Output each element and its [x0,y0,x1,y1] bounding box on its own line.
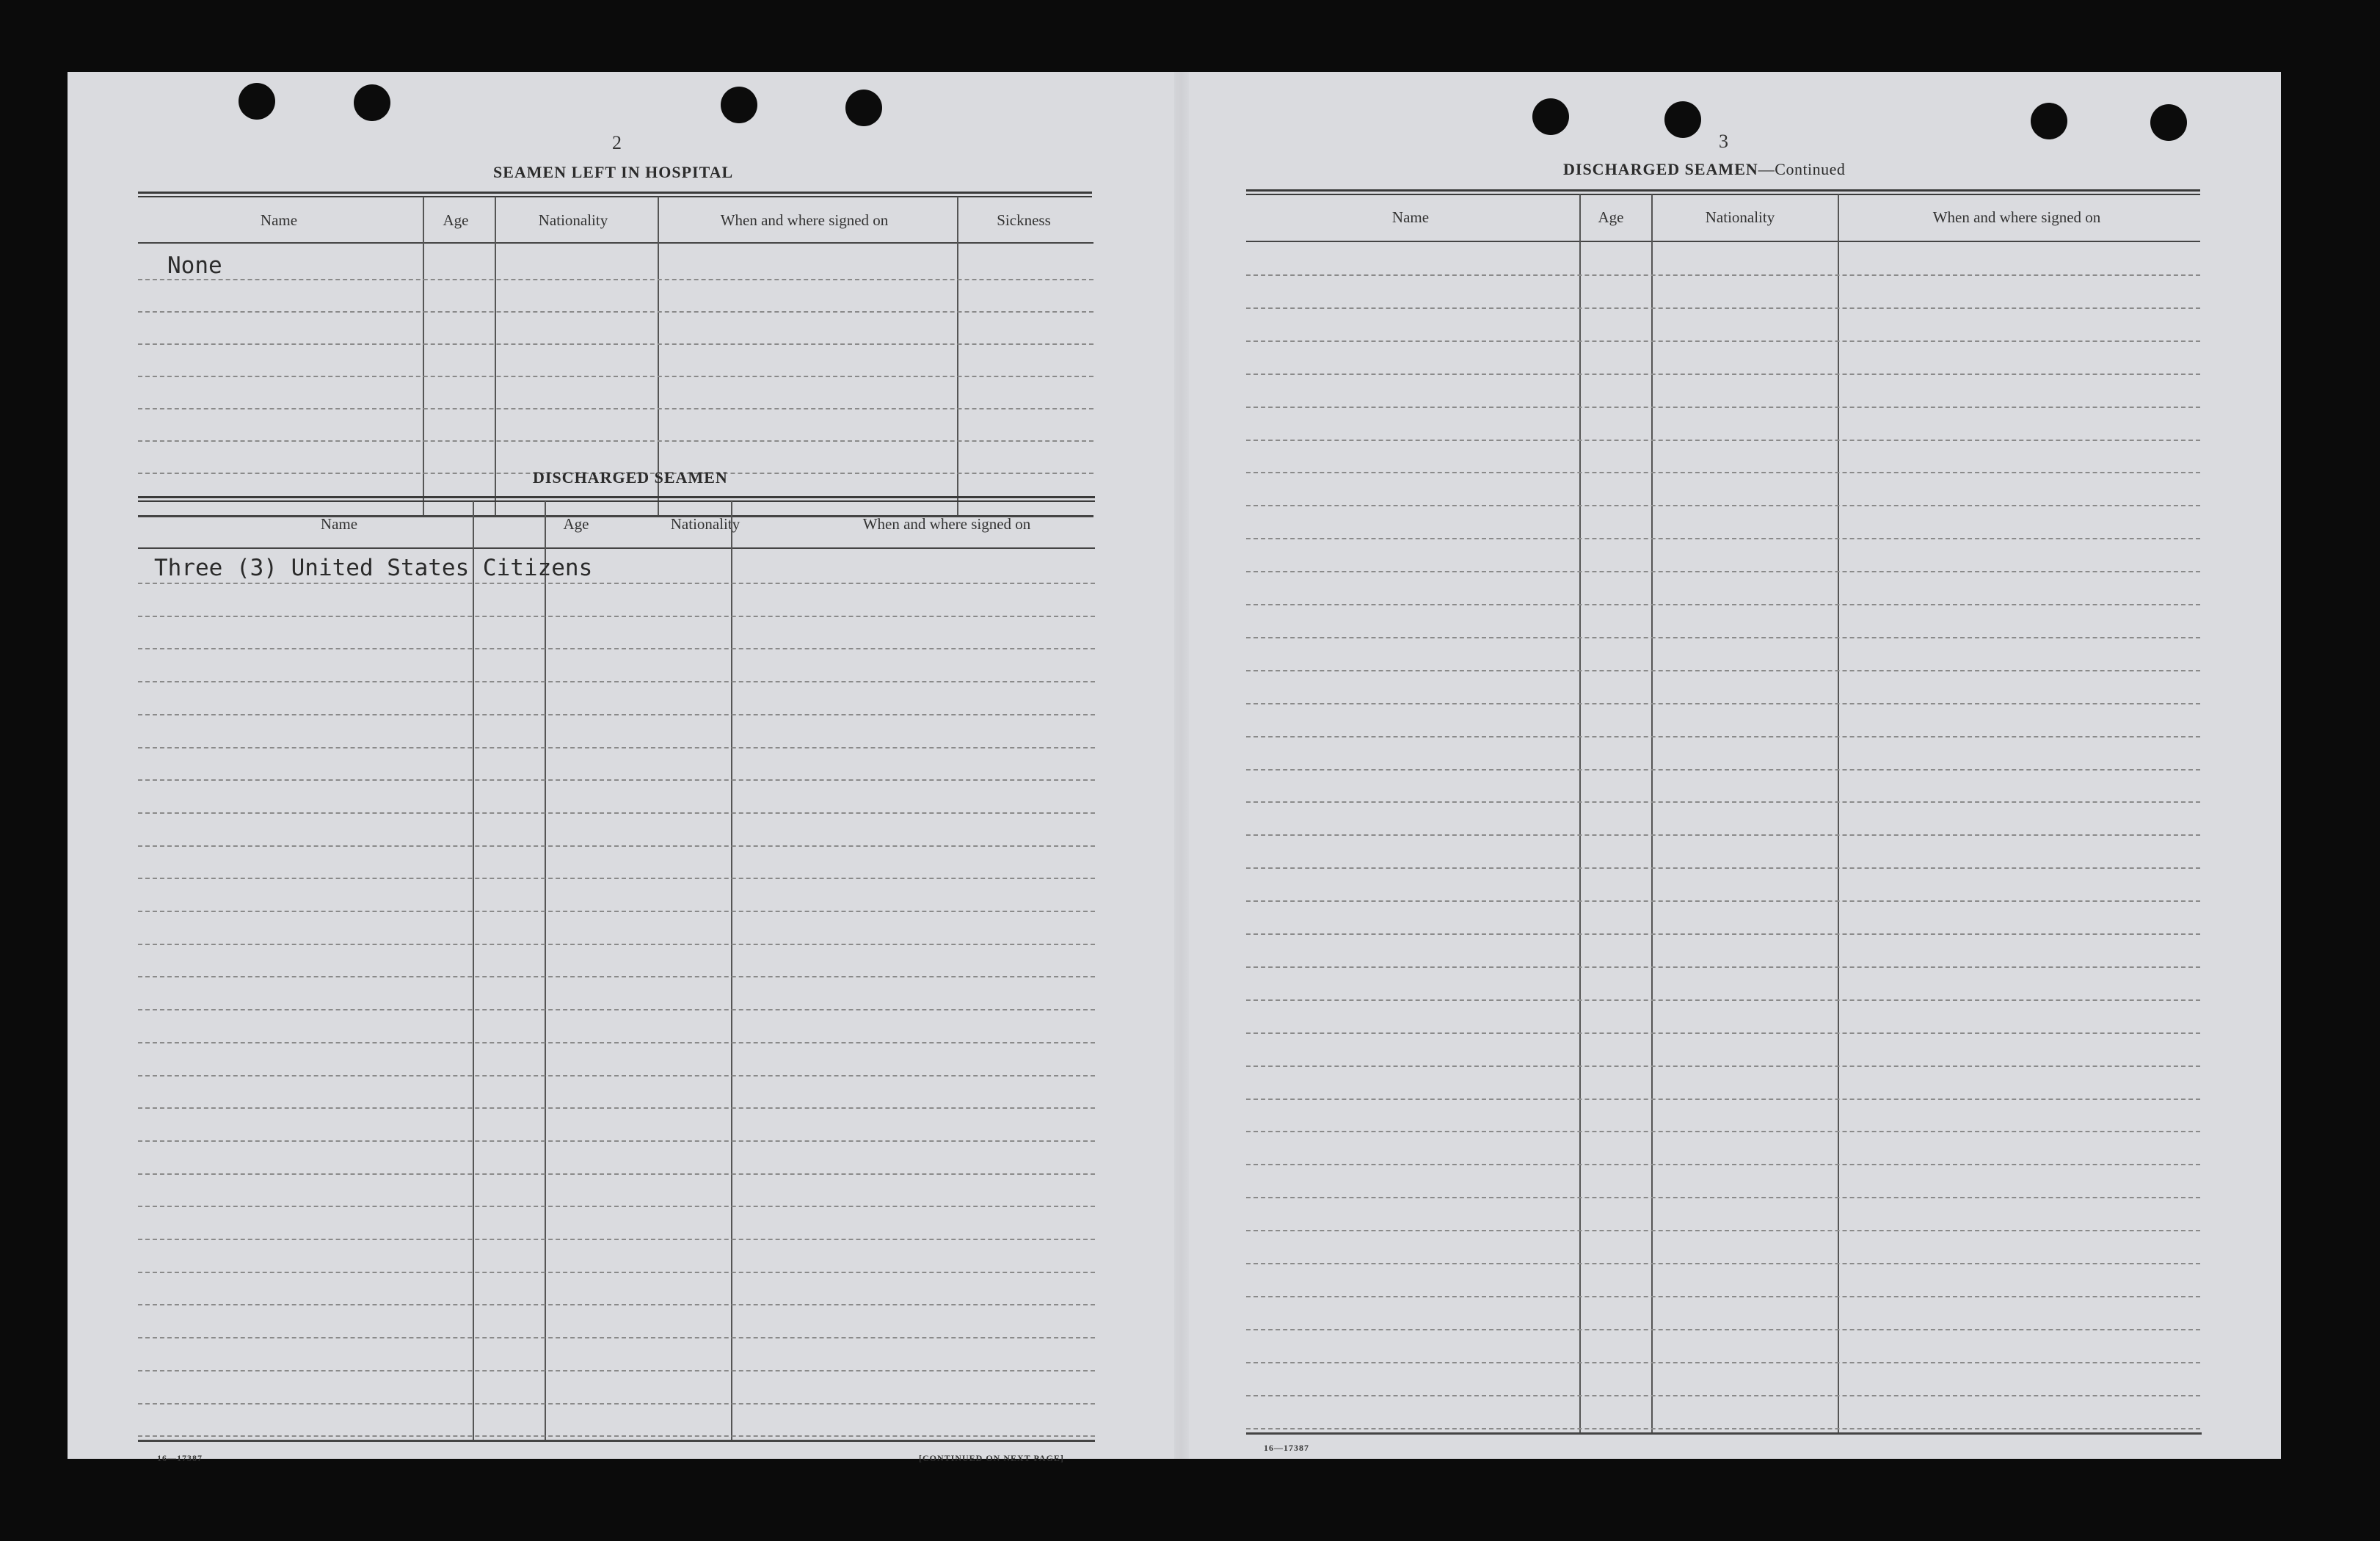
ruled-line [1246,801,2200,803]
discharged-top-rule [1246,189,2200,195]
ruled-line [1246,966,2200,968]
ruled-line [1246,1197,2200,1198]
ruled-line [138,714,1095,715]
column-divider [731,501,732,1440]
ruled-line [138,376,1093,377]
ruled-line [1246,703,2200,704]
ruled-line [138,1304,1095,1305]
ruled-line [1246,736,2200,737]
ruled-line [1246,900,2200,902]
ruled-line [1246,1131,2200,1132]
title-text: DISCHARGED SEAMEN [1563,160,1758,178]
continued-note: [CONTINUED ON NEXT PAGE] [919,1453,1064,1463]
ruled-line [138,1075,1095,1076]
ruled-line [138,1206,1095,1207]
col-head-nationality: Nationality [1705,208,1775,226]
ruled-line [1246,407,2200,408]
ruled-line [1246,1296,2200,1297]
ruled-line [1246,472,2200,473]
form-number: 16—17387 [157,1453,203,1463]
col-head-age: Age [563,515,589,533]
column-divider [1579,194,1581,1435]
hospital-section-title: SEAMEN LEFT IN HOSPITAL [493,163,734,181]
ruled-line [138,976,1095,977]
column-divider [423,197,424,516]
ruled-line [1246,670,2200,671]
right-page [1189,72,2281,1459]
page-number: 2 [612,132,622,153]
ruled-line [1246,274,2200,276]
ruled-line [138,440,1093,442]
ruled-line [138,1009,1095,1010]
ruled-line [1246,867,2200,869]
ruled-line [138,648,1095,649]
ruled-line [1246,374,2200,375]
col-head-name: Name [260,211,298,229]
hospital-entry: None [167,252,222,279]
col-head-age: Age [443,211,469,229]
ruled-line [1246,999,2200,1001]
ruled-line [1246,1032,2200,1034]
form-number: 16—17387 [1264,1443,1309,1453]
ruled-line [138,616,1095,617]
col-head-nationality: Nationality [538,211,608,229]
ruled-line [138,747,1095,748]
ruled-line [138,1272,1095,1273]
ruled-line [1246,834,2200,836]
page-fold [1174,72,1189,1459]
column-divider [1838,194,1839,1435]
ruled-line [1246,1428,2200,1429]
col-head-age: Age [1598,208,1624,226]
ruled-line [138,1435,1095,1437]
column-divider [545,501,546,1440]
ruled-line [138,944,1095,945]
ruled-line [138,311,1093,313]
ruled-line [138,583,1095,584]
column-divider [957,197,958,516]
hospital-header-rule [138,242,1093,244]
col-head-when-where: When and where signed on [862,515,1031,533]
col-head-when-where: When and where signed on [720,211,889,229]
ruled-line [1246,1263,2200,1264]
col-head-when-where: When and where signed on [1932,208,2101,226]
ruled-line [1246,538,2200,539]
discharged-bottom-rule [1246,1432,2202,1435]
ruled-line [1246,307,2200,309]
ruled-line [1246,505,2200,506]
ruled-line [138,1107,1095,1109]
ruled-line [138,779,1095,781]
ruled-line [138,911,1095,912]
ruled-line [138,408,1093,409]
ruled-line [138,279,1093,280]
ruled-line [138,1140,1095,1142]
col-head-name: Name [1391,208,1430,226]
ruled-line [1246,440,2200,441]
ruled-line [138,1403,1095,1405]
col-head-nationality: Nationality [670,515,740,533]
discharged-top-rule [138,496,1095,502]
discharged-header-rule [138,547,1095,549]
ruled-line [1246,1395,2200,1396]
ruled-line [1246,340,2200,342]
ruled-line [138,343,1093,345]
ruled-line [138,1370,1095,1371]
discharged-continued-title [1563,160,1845,179]
document-sheet [68,72,2281,1463]
ruled-line [138,845,1095,847]
discharged-bottom-rule [138,1440,1095,1442]
ruled-line [1246,933,2200,935]
discharged-header-rule [1246,241,2200,242]
ruled-line [138,1173,1095,1175]
ruled-line [1246,1362,2200,1363]
ruled-line [138,681,1095,682]
ruled-line [138,1337,1095,1338]
ruled-line [1246,604,2200,605]
column-divider [473,501,474,1440]
ruled-line [138,812,1095,814]
page-number: 3 [1719,131,1728,152]
ruled-line [1246,769,2200,770]
left-page [68,72,1174,1463]
ruled-line [1246,1164,2200,1165]
title-suffix: —Continued [1758,160,1846,178]
col-head-sickness: Sickness [997,211,1051,229]
col-head-name: Name [320,515,358,533]
column-divider [1651,194,1653,1435]
ruled-line [1246,1099,2200,1100]
ruled-line [1246,1329,2200,1330]
ruled-line [138,878,1095,879]
column-divider [495,197,496,516]
discharged-entry: Three (3) United States Citizens [154,555,593,581]
ruled-line [1246,637,2200,638]
hospital-top-rule [138,192,1092,197]
ruled-line [1246,1230,2200,1231]
ruled-line [138,1042,1095,1043]
ruled-line [1246,1065,2200,1067]
discharged-section-title: DISCHARGED SEAMEN [533,468,728,487]
ruled-line [1246,571,2200,572]
ruled-line [138,1239,1095,1240]
